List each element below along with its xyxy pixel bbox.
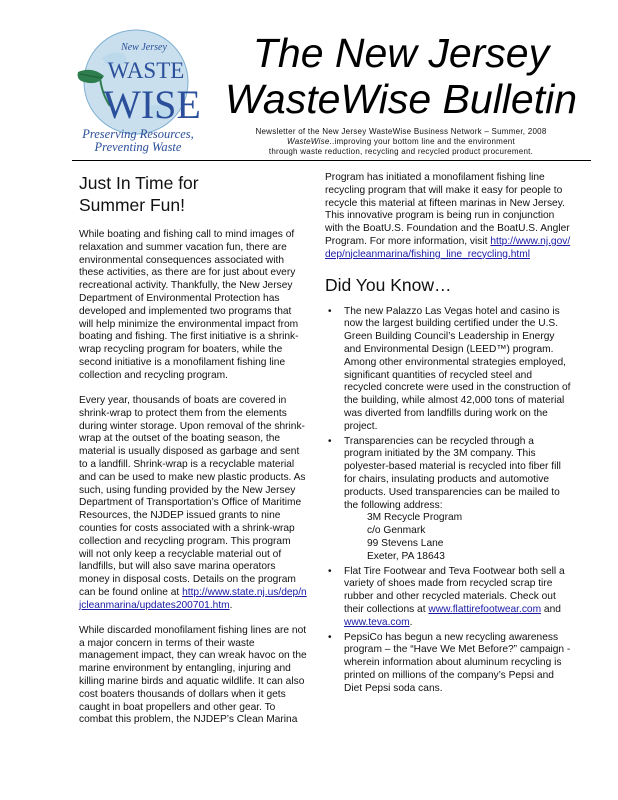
and-text: and <box>543 603 561 615</box>
did-you-know-heading: Did You Know… <box>325 274 452 295</box>
item3-suffix: . <box>409 616 413 628</box>
svg-text:WASTE: WASTE <box>107 58 185 83</box>
list-item-text: Transparencies can be recycled through a program initiated by the 3M company. This polyester-based material is recycled into fiber fill for chairs, insulating products and automotive products. Used transparencies can be mailed to the following address: <box>344 435 561 511</box>
left-column <box>79 172 307 740</box>
subtitle-line-2-rest: ..improving your bottom line and the environment <box>329 137 515 146</box>
article-paragraph-2 <box>79 395 307 613</box>
list-item-text: Flat Tire Footwear and Teva Footwear both sell a variety of shoes made from recycled scrap tire rubber and other recycled materials. Check out their collections at <box>344 565 565 615</box>
flattirefootwear-link[interactable]: www.flattirefootwear.com <box>428 603 542 615</box>
article-paragraph-4 <box>325 172 571 262</box>
header-divider <box>72 160 591 161</box>
list-item <box>325 436 571 564</box>
shrink-wrap-program-link[interactable]: http://www.state.nj.us/dep/njcleanmarina/updates200701.htm <box>79 586 307 611</box>
tagline-line-1: Preserving Resources, <box>82 127 194 141</box>
globe-logo-icon <box>72 28 204 140</box>
did-you-know-list <box>325 306 571 696</box>
teva-link[interactable]: www.teva.com <box>344 616 410 628</box>
logo-tagline <box>72 128 204 154</box>
subtitle-line-1: Newsletter of the New Jersey WasteWise Business Network – Summer, 2008 <box>255 127 547 136</box>
svg-text:New Jersey: New Jersey <box>121 42 167 53</box>
address-line: Exeter, PA 18643 <box>367 550 445 562</box>
article-heading-line-1: Just In Time for <box>79 173 199 193</box>
mailing-address <box>344 512 571 563</box>
article-paragraph-1: While boating and fishing call to mind images of relaxation and summer vacation fun, there are environmental consequences associated with these activities, as there are for just about every recreational activity. Thankfully, the New Jersey Department of Environmental Protection has developed and implemented two programs that will help minimize the environmental impact from boating and fishing. The first initiative is a shrink-wrap recycling program for boaters, while the second initiative is a monofilament fishing line collection and recycling program. <box>79 229 299 381</box>
right-column <box>325 172 571 697</box>
address-line: 99 Stevens Lane <box>367 537 444 549</box>
fishing-line-recycling-link[interactable]: http://www.nj.gov/dep/njcleanmarina/fishing_line_recycling.html <box>325 235 571 260</box>
article-paragraph-3: While discarded monofilament fishing lines are not a major concern in terms of their waste management impact, they can wreak havoc on the marine environment by entangling, injuring and killing marine birds and aquatic wildlife. It can also cost boaters thousands of dollars when it gets caught in boat propellers and other gear. To combat this problem, the NJDEP’s Clean Marina <box>79 624 307 726</box>
title-line-2: WasteWise Bulletin <box>224 76 578 122</box>
list-item-text: PepsiCo has begun a new recycling awareness program – the “Have We Met Before?” campaign - wherein information about aluminum recycling is printed on millions of the company’s Pepsi and Diet Pepsi soda cans. <box>344 631 571 694</box>
list-item <box>325 566 571 630</box>
article-paragraph-4-text: Program has initiated a monofilament fishing line recycling program that will make it easy for people to recycle this material at fifteen marinas in New Jersey. This innovative program is being run in conjunction with the BoatU.S. Foundation and the BoatU.S. Angler Program. For more information, visit <box>325 172 570 247</box>
bullet-icon: • <box>328 305 332 317</box>
link1-suffix: . <box>229 599 233 611</box>
address-line: c/o Genmark <box>367 525 426 537</box>
tagline-line-2: Preventing Waste <box>94 140 182 154</box>
list-item-text: The new Palazzo Las Vegas hotel and casino is now the largest building certified under the U.S. Green Building Council’s Leadership in Energy and Environmental Design (LEED™) program. Among other environmental strategies employed, significant quantities of recycled steel and recycled concrete were used in the construction of the building, while almost 42,000 tons of material was diverted from landfills during work on the project. <box>344 305 571 432</box>
svg-text:WISE: WISE <box>103 82 201 127</box>
bullet-icon: • <box>328 631 332 643</box>
subtitle-line-3: through waste reduction, recycling and recycled product procurement. <box>268 147 534 156</box>
bullet-icon: • <box>328 435 332 447</box>
subtitle-line-2 <box>206 137 596 147</box>
article-heading-line-2: Summer Fun! <box>79 195 185 215</box>
bulletin-title <box>206 30 596 122</box>
list-item <box>325 306 571 434</box>
subtitle-italic: WasteWise <box>287 137 330 146</box>
article-heading <box>79 172 307 216</box>
article-paragraph-2-text: Every year, thousands of boats are covered in shrink-wrap to protect them from the elements during winter storage. Upon removal of the shrink-wrap at the outset of the boating season, the material is usually disposed as garbage and sent to a landfill. Shrink-wrap is a recyclable material and can be used to make new plastic products. As such, using funding provided by the New Jersey Department of Transportation’s Office of Maritime Resources, the NJDEP issued grants to nine counties for costs associated with a shrink-wrap collection and recycling program. This program will not only keep a recyclable material out of landfills, but will also save marina operators money in disposal costs. Details on the program can be found online at <box>79 394 306 598</box>
address-line: 3M Recycle Program <box>367 512 463 524</box>
bullet-icon: • <box>328 565 332 577</box>
list-item <box>325 632 571 696</box>
bulletin-subtitle <box>206 127 596 157</box>
title-line-1: The New Jersey <box>252 30 550 76</box>
